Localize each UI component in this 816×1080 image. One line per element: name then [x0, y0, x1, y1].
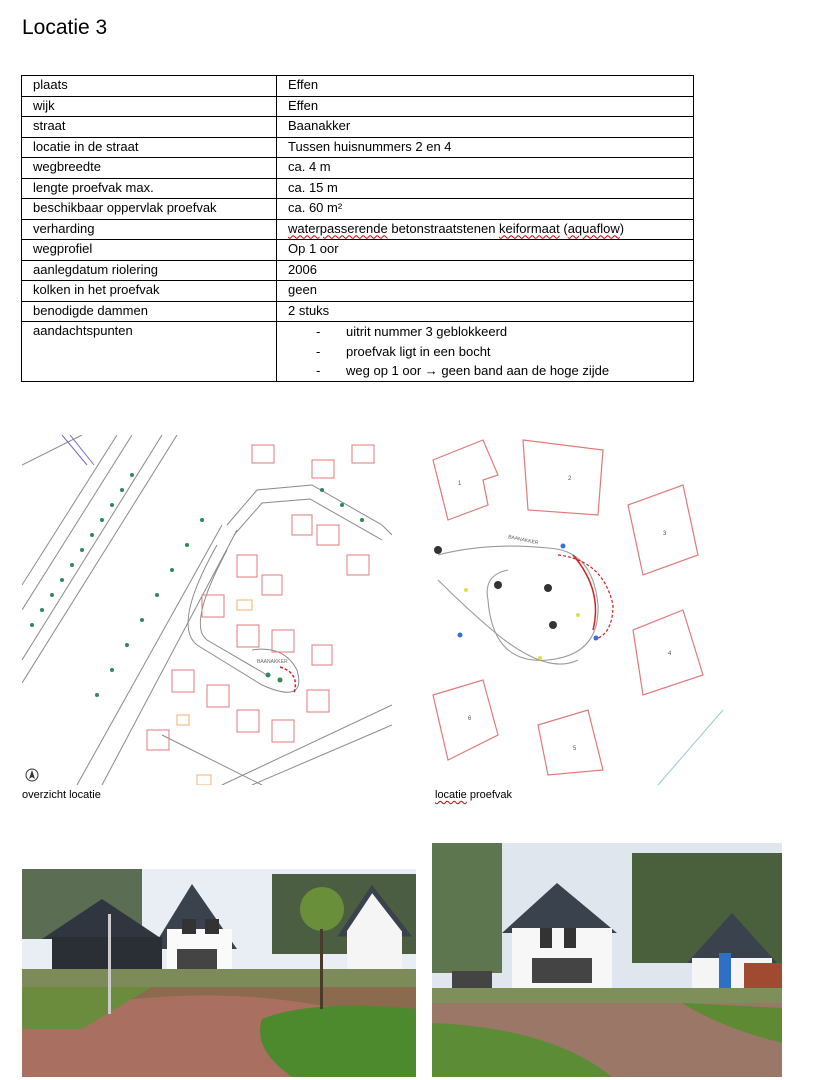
row-key: plaats [22, 76, 277, 97]
location-info-table [21, 75, 694, 382]
row-value: 2006 [277, 260, 694, 281]
row-value: Tussen huisnummers 2 en 4 [277, 137, 694, 158]
page-title: Locatie 3 [22, 16, 108, 39]
table-row [22, 219, 694, 240]
row-key: straat [22, 117, 277, 138]
row-value [277, 322, 694, 382]
row-value: ca. 4 m [277, 158, 694, 179]
row-key: aanlegdatum riolering [22, 260, 277, 281]
street-label: BAANAKKER [257, 659, 288, 665]
table-row [22, 137, 694, 158]
caption-text: proefvak [466, 789, 513, 801]
row-value: ca. 15 m [277, 178, 694, 199]
list-item: - weg op 1 oor → geen band aan de hoge zijde [316, 361, 693, 381]
row-key: wegbreedte [22, 158, 277, 179]
row-value: Effen [277, 96, 694, 117]
value-text: ) [619, 220, 625, 236]
spellcheck-word: aquaflow [567, 220, 620, 236]
table-row [22, 281, 694, 302]
row-key: lengte proefvak max. [22, 178, 277, 199]
street-photo-left [22, 869, 416, 1077]
table-row [22, 240, 694, 261]
spellcheck-word: keiformaat [499, 220, 560, 236]
row-key: locatie in de straat [22, 137, 277, 158]
table-row [22, 96, 694, 117]
table-row [22, 178, 694, 199]
row-value: geen [277, 281, 694, 302]
row-key: aandachtspunten [22, 322, 277, 382]
row-key: kolken in het proefvak [22, 281, 277, 302]
row-key: wijk [22, 96, 277, 117]
table-row [22, 199, 694, 220]
street-photo-right [432, 843, 782, 1077]
spellcheck-word: waterpasserende [288, 220, 388, 236]
row-value [277, 219, 694, 240]
attention-points-list [288, 322, 693, 381]
street-label: BAANAKKER [507, 534, 539, 547]
lot-number: 1 [458, 481, 462, 487]
lot-number: 6 [468, 716, 472, 722]
row-value: Op 1 oor [277, 240, 694, 261]
spellcheck-word: locatie [435, 789, 467, 801]
row-key: benodigde dammen [22, 301, 277, 322]
lot-number: 2 [568, 476, 572, 482]
table-row [22, 322, 694, 382]
row-value: Effen [277, 76, 694, 97]
list-item: - proefvak ligt in een bocht [316, 342, 693, 362]
table-row [22, 158, 694, 179]
row-value: 2 stuks [277, 301, 694, 322]
table-row [22, 260, 694, 281]
lot-number: 3 [663, 531, 667, 537]
row-key: wegprofiel [22, 240, 277, 261]
detail-map [428, 430, 728, 790]
table-row [22, 301, 694, 322]
overview-map [22, 435, 392, 785]
row-key: beschikbaar oppervlak proefvak [22, 199, 277, 220]
overview-caption: overzicht locatie [22, 789, 101, 801]
detail-caption [435, 789, 512, 801]
north-arrow-icon [26, 769, 38, 781]
lot-number: 4 [668, 651, 672, 657]
row-value: Baanakker [277, 117, 694, 138]
row-key: verharding [22, 219, 277, 240]
row-value: ca. 60 m² [277, 199, 694, 220]
list-item: - uitrit nummer 3 geblokkeerd [316, 322, 693, 342]
lot-number: 5 [573, 746, 577, 752]
table-row [22, 76, 694, 97]
value-text: betonstraatstenen [387, 220, 500, 236]
table-row [22, 117, 694, 138]
value-text: ( [559, 220, 568, 236]
